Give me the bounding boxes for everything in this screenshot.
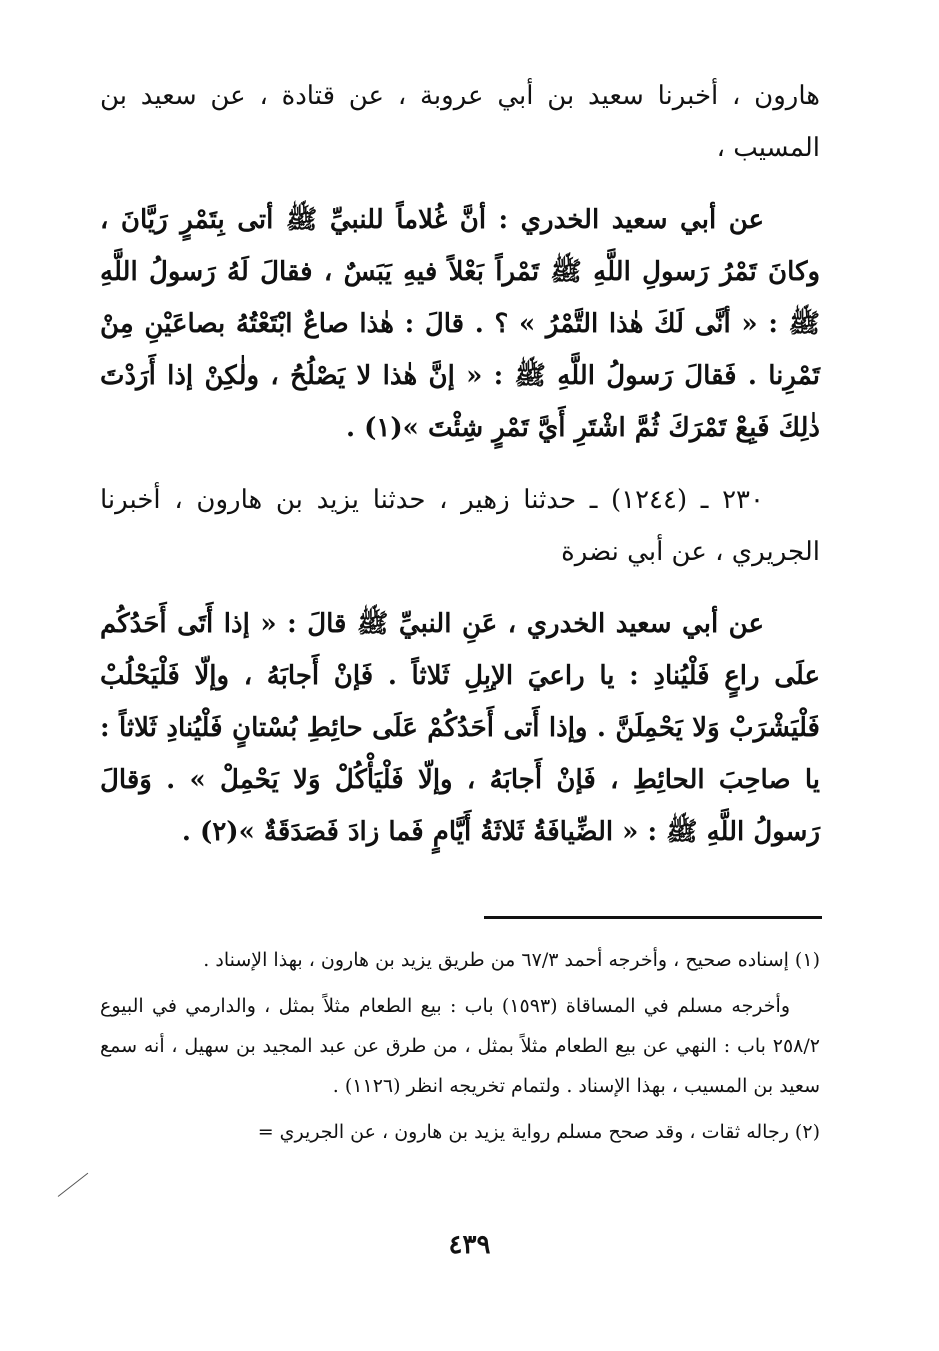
page-number: ٤٣٩: [448, 1230, 491, 1260]
paragraph-hadith-hospitality: عن أبي سعيد الخدري ، عَنِ النبيِّ ﷺ قالَ : « إذا أَتَى أَحَدُكُم علَى راعٍ فَلْيُنادِ : يا راعيَ الإبِلِ ثَلاثاً . فَإنْ أَجابَهُ ، وإلّا فَلْيَحْلُبْ فَلْيَشْرَبْ وَلا يَحْمِلَنَّ . وإذا أَتى أَحَدُكُمْ عَلَى حائِطِ بُسْتانٍ فَلْيُنادِ ثَلاثاً : يا صاحِبَ الحائِطِ ، فَإنْ أَجابَهُ ، وإلّا فَلْيَأْكُلْ وَلا يَحْمِلْ » . وَقالَ رَسولُ اللَّهِ ﷺ : « الضِّيافَةُ ثَلاثَةُ أَيَّامٍ فَما زادَ فَصَدَقَةٌ »(٢) .: [100, 609, 820, 847]
footnote-1: (١) إسناده صحيح ، وأخرجه أحمد ٦٧/٣ من طريق يزيد بن هارون ، بهذا الإسناد .: [203, 949, 820, 971]
paragraph-isnad-continuation: هارون ، أخبرنا سعيد بن أبي عروبة ، عن قتادة ، عن سعيد بن المسيب ،: [100, 81, 820, 163]
main-text: [100, 70, 820, 858]
footnote-2: (٢) رجاله ثقات ، وقد صحح مسلم رواية يزيد بن هارون ، عن الجريري =: [257, 1121, 820, 1143]
paragraph-isnad-230: ٢٣٠ ـ (١٢٤٤) ـ حدثنا زهير ، حدثنا يزيد بن هارون ، أخبرنا الجريري ، عن أبي نضرة: [100, 485, 820, 567]
paragraph-hadith-dates: عن أبي سعيد الخدري : أنَّ غُلاماً للنبيِّ ﷺ أتى بِتَمْرٍ رَيَّانَ ، وكانَ تَمْرُ رَسولِ اللَّهِ ﷺ تَمْراً بَعْلاً فيهِ يَبَسٌ ، فقالَ لَهُ رَسولُ اللَّهِ ﷺ : « أنَّى لَكَ هٰذا التَّمْرُ » ؟ . قالَ : هٰذا صاعٌ ابْتَعْتُهُ بصاعَيْنِ مِنْ تَمْرِنا . فَقالَ رَسولُ اللَّهِ ﷺ : « إنَّ هٰذا لا يَصْلُحُ ، ولٰكِنْ إذا أَرَدْتَ ذٰلِكَ فَبِعْ تَمْرَكَ ثُمَّ اشْتَرِ أَيَّ تَمْرٍ شِئْتَ »(١) .: [100, 205, 820, 443]
footnotes: [100, 940, 820, 1152]
footnote-separator: [484, 916, 822, 919]
margin-scratch-mark: [58, 1173, 89, 1197]
footnote-1-continuation: وأخرجه مسلم في المساقاة (١٥٩٣) باب : بيع الطعام مثلاً بمثل ، والدارمي في البيوع ٢٥٨/٢ باب : النهي عن بيع الطعام مثلاً بمثل ، من طرق عن عبد المجيد بن سهيل ، أنه سمع سعيد بن المسيب ، بهذا الإسناد . ولتمام تخريجه انظر (١١٢٦) .: [100, 995, 820, 1097]
